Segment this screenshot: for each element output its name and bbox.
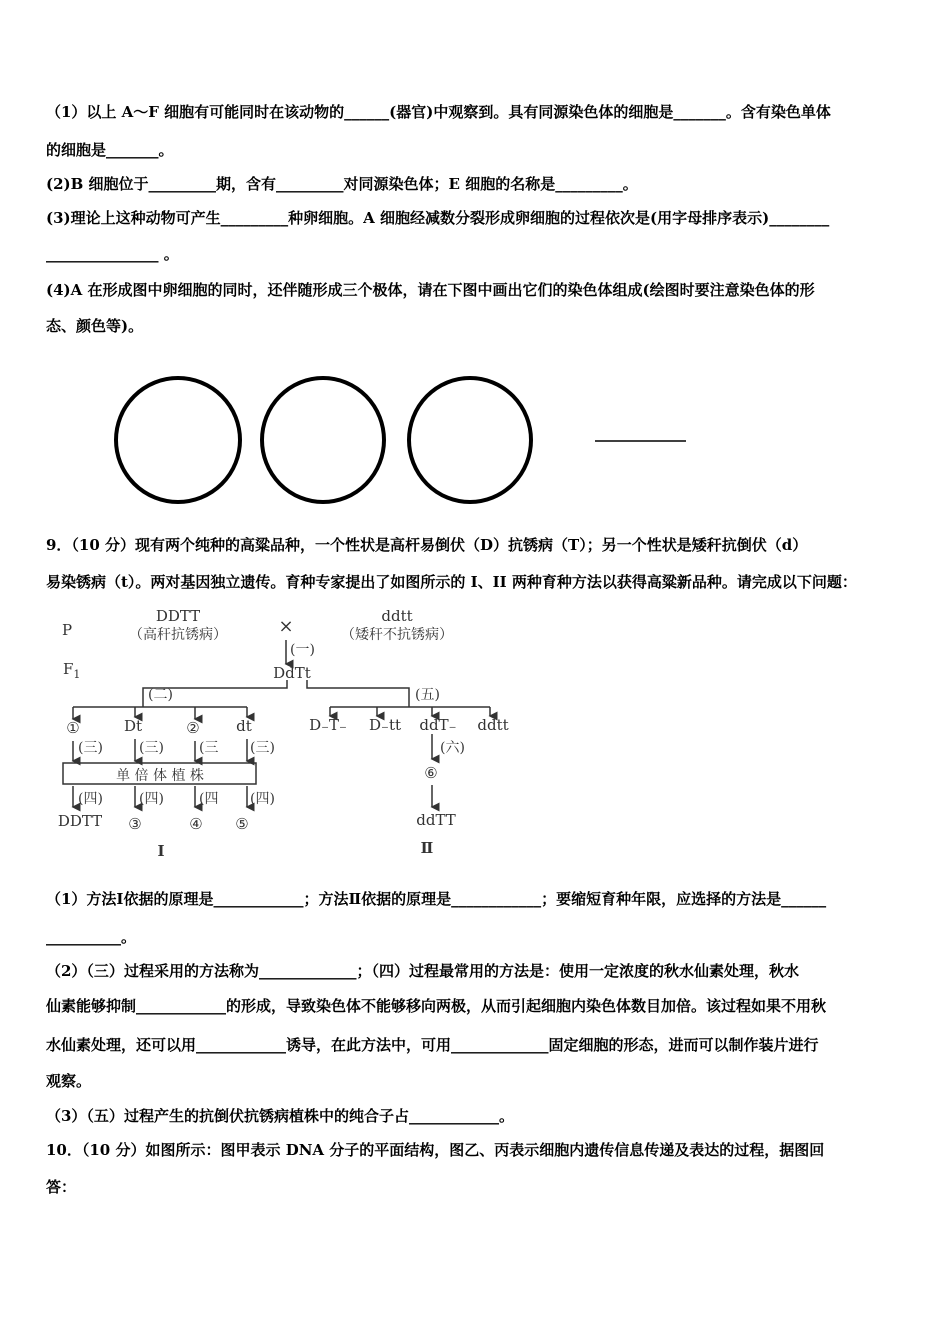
method-i-label: I — [157, 842, 165, 860]
gamete-label: Dt — [123, 717, 143, 735]
offspring-label: ddtt — [477, 716, 509, 734]
step-label: (四) — [250, 791, 275, 807]
offspring-label: ddT₋ — [419, 716, 457, 734]
step-label: (四) — [78, 791, 103, 807]
six-label: ⑥ — [424, 764, 438, 782]
result-label: ③ — [128, 815, 142, 833]
q8-line: (4)A 在形成图中卵细胞的同时，还伴随形成三个极体，请在下图中画出它们的染色体组成(绘图时要注意染色体的形 — [46, 281, 815, 299]
offspring-label: D₋tt — [369, 716, 401, 734]
q8-line: (2)B 细胞位于_________期，含有_________对同源染色体；E 细胞的名称是_________。 — [46, 175, 638, 193]
q9-line: 易染锈病（t）。两对基因独立遗传。育种专家提出了如图所示的 I、II 两种育种方法以获得高粱新品种。请完成以下问题： — [46, 573, 857, 591]
q9-question-line: 仙素能够抑制____________的形成，导致染色体不能够移向两极，从而引起细胞内染色体数目加倍。该过程如果不用秋 — [46, 997, 827, 1015]
q9-question-line: 水仙素处理，还可以用____________诱导，在此方法中，可用_____________固定细胞的形态，进而可以制作装片进行 — [46, 1036, 819, 1054]
q8-line: _______________ 。 — [46, 245, 179, 263]
gamete-label: dt — [236, 717, 252, 735]
step-label: (四) — [139, 791, 164, 807]
result-label: ⑤ — [235, 815, 249, 833]
q9-question-line: __________。 — [46, 928, 137, 946]
step-label: (六) — [440, 740, 465, 756]
f1-genotype: DdTt — [273, 664, 311, 682]
parent2-genotype: ddtt — [381, 607, 413, 625]
f1-label: $F_1$ — [63, 660, 81, 681]
step-label: (五) — [415, 687, 440, 703]
result-label: ④ — [189, 815, 203, 833]
q9-question-line: （1）方法Ⅰ依据的原理是____________；方法Ⅱ依据的原理是____________；要缩短育种年限，应选择的方法是______ — [46, 890, 827, 908]
step-label: (三) — [139, 740, 164, 756]
q10-line: 10．（10 分）如图所示：图甲表示 DNA 分子的平面结构，图乙、丙表示细胞内遗传信息传递及表达的过程，据图回 — [46, 1141, 825, 1159]
step-label: (二) — [148, 687, 173, 703]
step-label: (三 — [199, 740, 219, 756]
q8-line: 态、颜色等)。 — [46, 317, 144, 335]
parent2-phenotype: （矮秆不抗锈病） — [341, 627, 453, 643]
q9-line: 9．（10 分）现有两个纯种的高粱品种，一个性状是高杆易倒伏（D）抗锈病（T）；另一个性状是矮秆抗倒伏（d） — [46, 536, 808, 554]
q8-line: 的细胞是_______。 — [46, 141, 174, 159]
step-label: (四 — [199, 791, 219, 807]
method-ii-label: Ⅱ — [420, 839, 434, 857]
q8-line: （1）以上 A～F 细胞有可能同时在该动物的______(器官)中观察到。具有同源染色体的细胞是_______。含有染色单体 — [46, 103, 831, 121]
q9-question-line: 观察。 — [46, 1072, 92, 1090]
q9-question-line: （2）（三）过程采用的方法称为_____________；（四）过程最常用的方法是：使用一定浓度的秋水仙素处理，秋水 — [46, 962, 799, 980]
parent1-phenotype: （高秆抗锈病） — [129, 627, 227, 643]
gamete-label: ① — [66, 719, 80, 737]
step-label: (三) — [250, 740, 275, 756]
q9-question-line: （3）（五）过程产生的抗倒伏抗锈病植株中的纯合子占____________。 — [46, 1107, 514, 1125]
step-label: (三) — [78, 740, 103, 756]
result-label: ddTT — [416, 811, 456, 829]
p-label: P — [62, 621, 73, 639]
result-label: DDTT — [57, 812, 103, 830]
cross-symbol: × — [278, 616, 294, 637]
q8-line: (3)理论上这种动物可产生_________种卵细胞。A 细胞经减数分裂形成卵细胞的过程依次是(用字母排序表示)________ — [46, 209, 830, 227]
q10-line: 答： — [46, 1178, 77, 1196]
parent1-genotype: DDTT — [155, 607, 201, 625]
haploid-plant-label: 单 倍 体 植 株 — [116, 768, 204, 784]
offspring-label: D₋T₋ — [309, 716, 347, 734]
gamete-label: ② — [186, 719, 200, 737]
step-label: (一) — [290, 642, 315, 658]
